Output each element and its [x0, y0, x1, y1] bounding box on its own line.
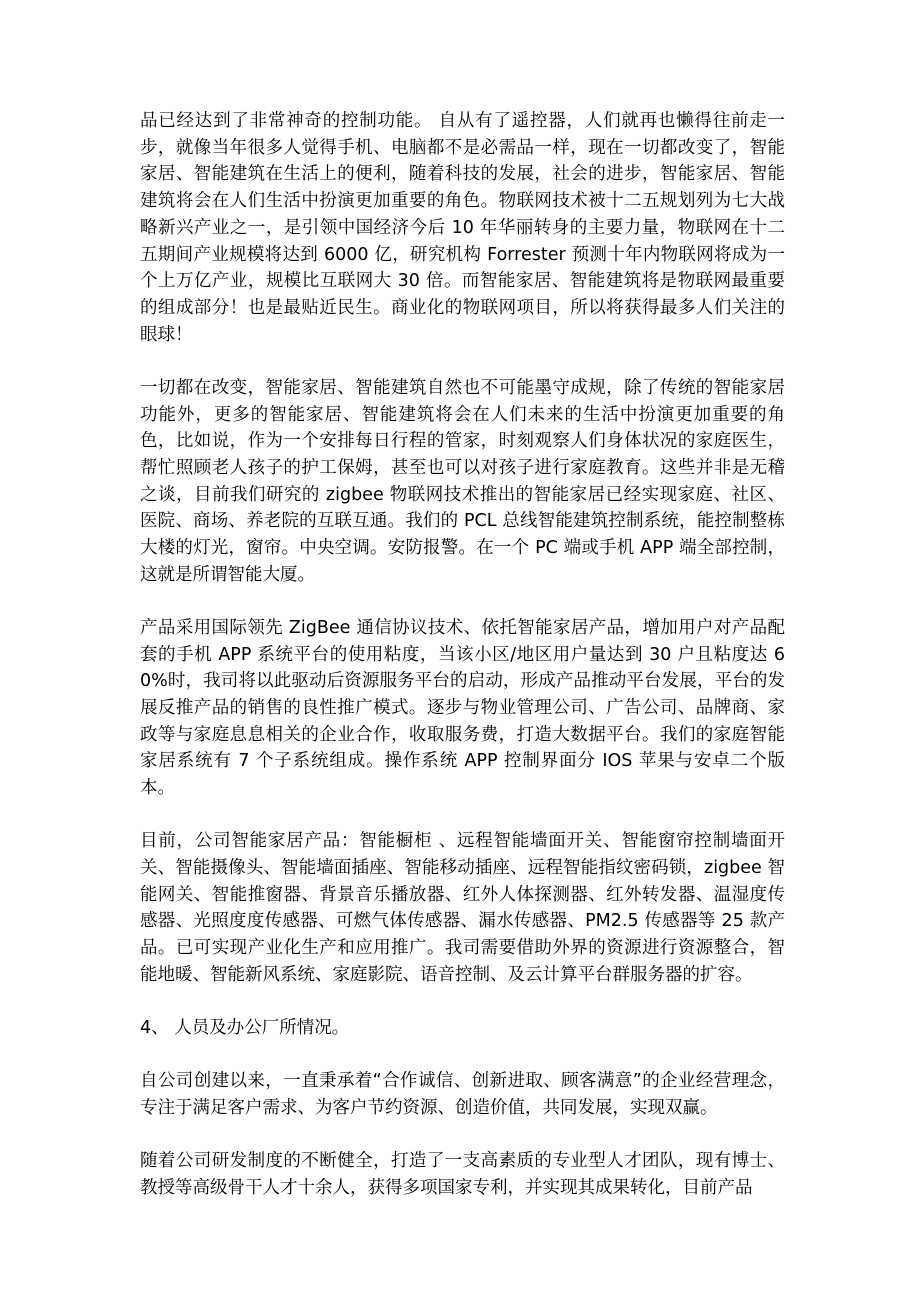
paragraph-zigbee-platform: 产品采用国际领先 ZigBee 通信协议技术、依托智能家居产品，增加用户对产品配套的手机 APP 系统平台的使用粘度，当该小区/地区用户量达到 30 户且粘度达 60%时，我司将以此驱动后资源服务平台的启动，形成产品推动平台发展，平台的发展反推产品的销售的良性推广模式。逐步与物业管理公司、广告公司、品牌商、家政等与家庭息息相关的企业合作，收取服务费，打造大数据平台。我们的家庭智能家居系统有 7 个子系统组成。操作系统 APP 控制界面分 IOS 苹果与安卓二个版本。 [140, 617, 785, 799]
paragraph-business-philosophy: 自公司创建以来，一直秉承着“合作诚信、创新进取、顾客满意”的企业经营理念，专注于满足客户需求、为客户节约资源、创造价值，共同发展，实现双赢。 [140, 1071, 785, 1118]
paragraph-everything-changing: 一切都在改变，智能家居、智能建筑自然也不可能墨守成规，除了传统的智能家居功能外，更多的智能家居、智能建筑将会在人们未来的生活中扮演更加重要的角色，比如说，作为一个安排每日行程的管家，时刻观察人们身体状况的家庭医生，帮忙照顾老人孩子的护工保姆，甚至也可以对孩子进行家庭教育。这些并非是无稽之谈，目前我们研究的 zigbee 物联网技术推出的智能家居已经实现家庭、社区、医院、商场、养老院的互联互通。我们的 PCL 总线智能建筑控制系统，能控制整栋大楼的灯光，窗帘。中央空调。安防报警。在一个 PC 端或手机 APP 端全部控制，这就是所谓智能大厦。 [140, 377, 785, 585]
paragraph-rd-team: 随着公司研发制度的不断健全，打造了一支高素质的专业型人才团队，现有博士、教授等高级骨干人才十余人，获得多项国家专利，并实现其成果转化，目前产品 [140, 1151, 785, 1198]
paragraph-product-list: 目前，公司智能家居产品：智能橱柜 、远程智能墙面开关、智能窗帘控制墙面开关、智能摄像头、智能墙面插座、智能移动插座、远程智能指纹密码锁，zigbee 智能网关、智能推窗器、背景音乐播放器、红外人体探测器、红外转发器、温湿度传感器、光照度度传感器、可燃气体传感器、漏水传感器、PM2.5 传感器等 25 款产品。已可实现产业化生产和应用推广。我司需要借助外界的资源进行资源整合，智能地暖、智能新风系统、家庭影院、语音控制、及云计算平台群服务器的扩容。 [140, 831, 785, 985]
paragraph-smart-home-iot: 品已经达到了非常神奇的控制功能。 自从有了遥控器，人们就再也懒得往前走一步，就像当年很多人觉得手机、电脑都不是必需品一样，现在一切都改变了，智能家居、智能建筑在生活上的便利，随着科技的发展，社会的进步，智能家居、智能建筑将会在人们生活中扮演更加重要的角色。物联网技术被十二五规划列为七大战略新兴产业之一，是引领中国经济今后 10 年华丽转身的主要力量，物联网在十二五期间产业规模将达到 6000 亿，研究机构 Forrester 预测十年内物联网将成为一个上万亿产业，规模比互联网大 30 倍。而智能家居、智能建筑将是物联网最重要的组成部分！也是最贴近民生。商业化的物联网项目，所以将获得最多人们关注的眼球！ [140, 111, 785, 345]
document-body [140, 108, 785, 1202]
section-heading-staff-office: 4、 人员及办公厂所情况。 [140, 1018, 350, 1039]
